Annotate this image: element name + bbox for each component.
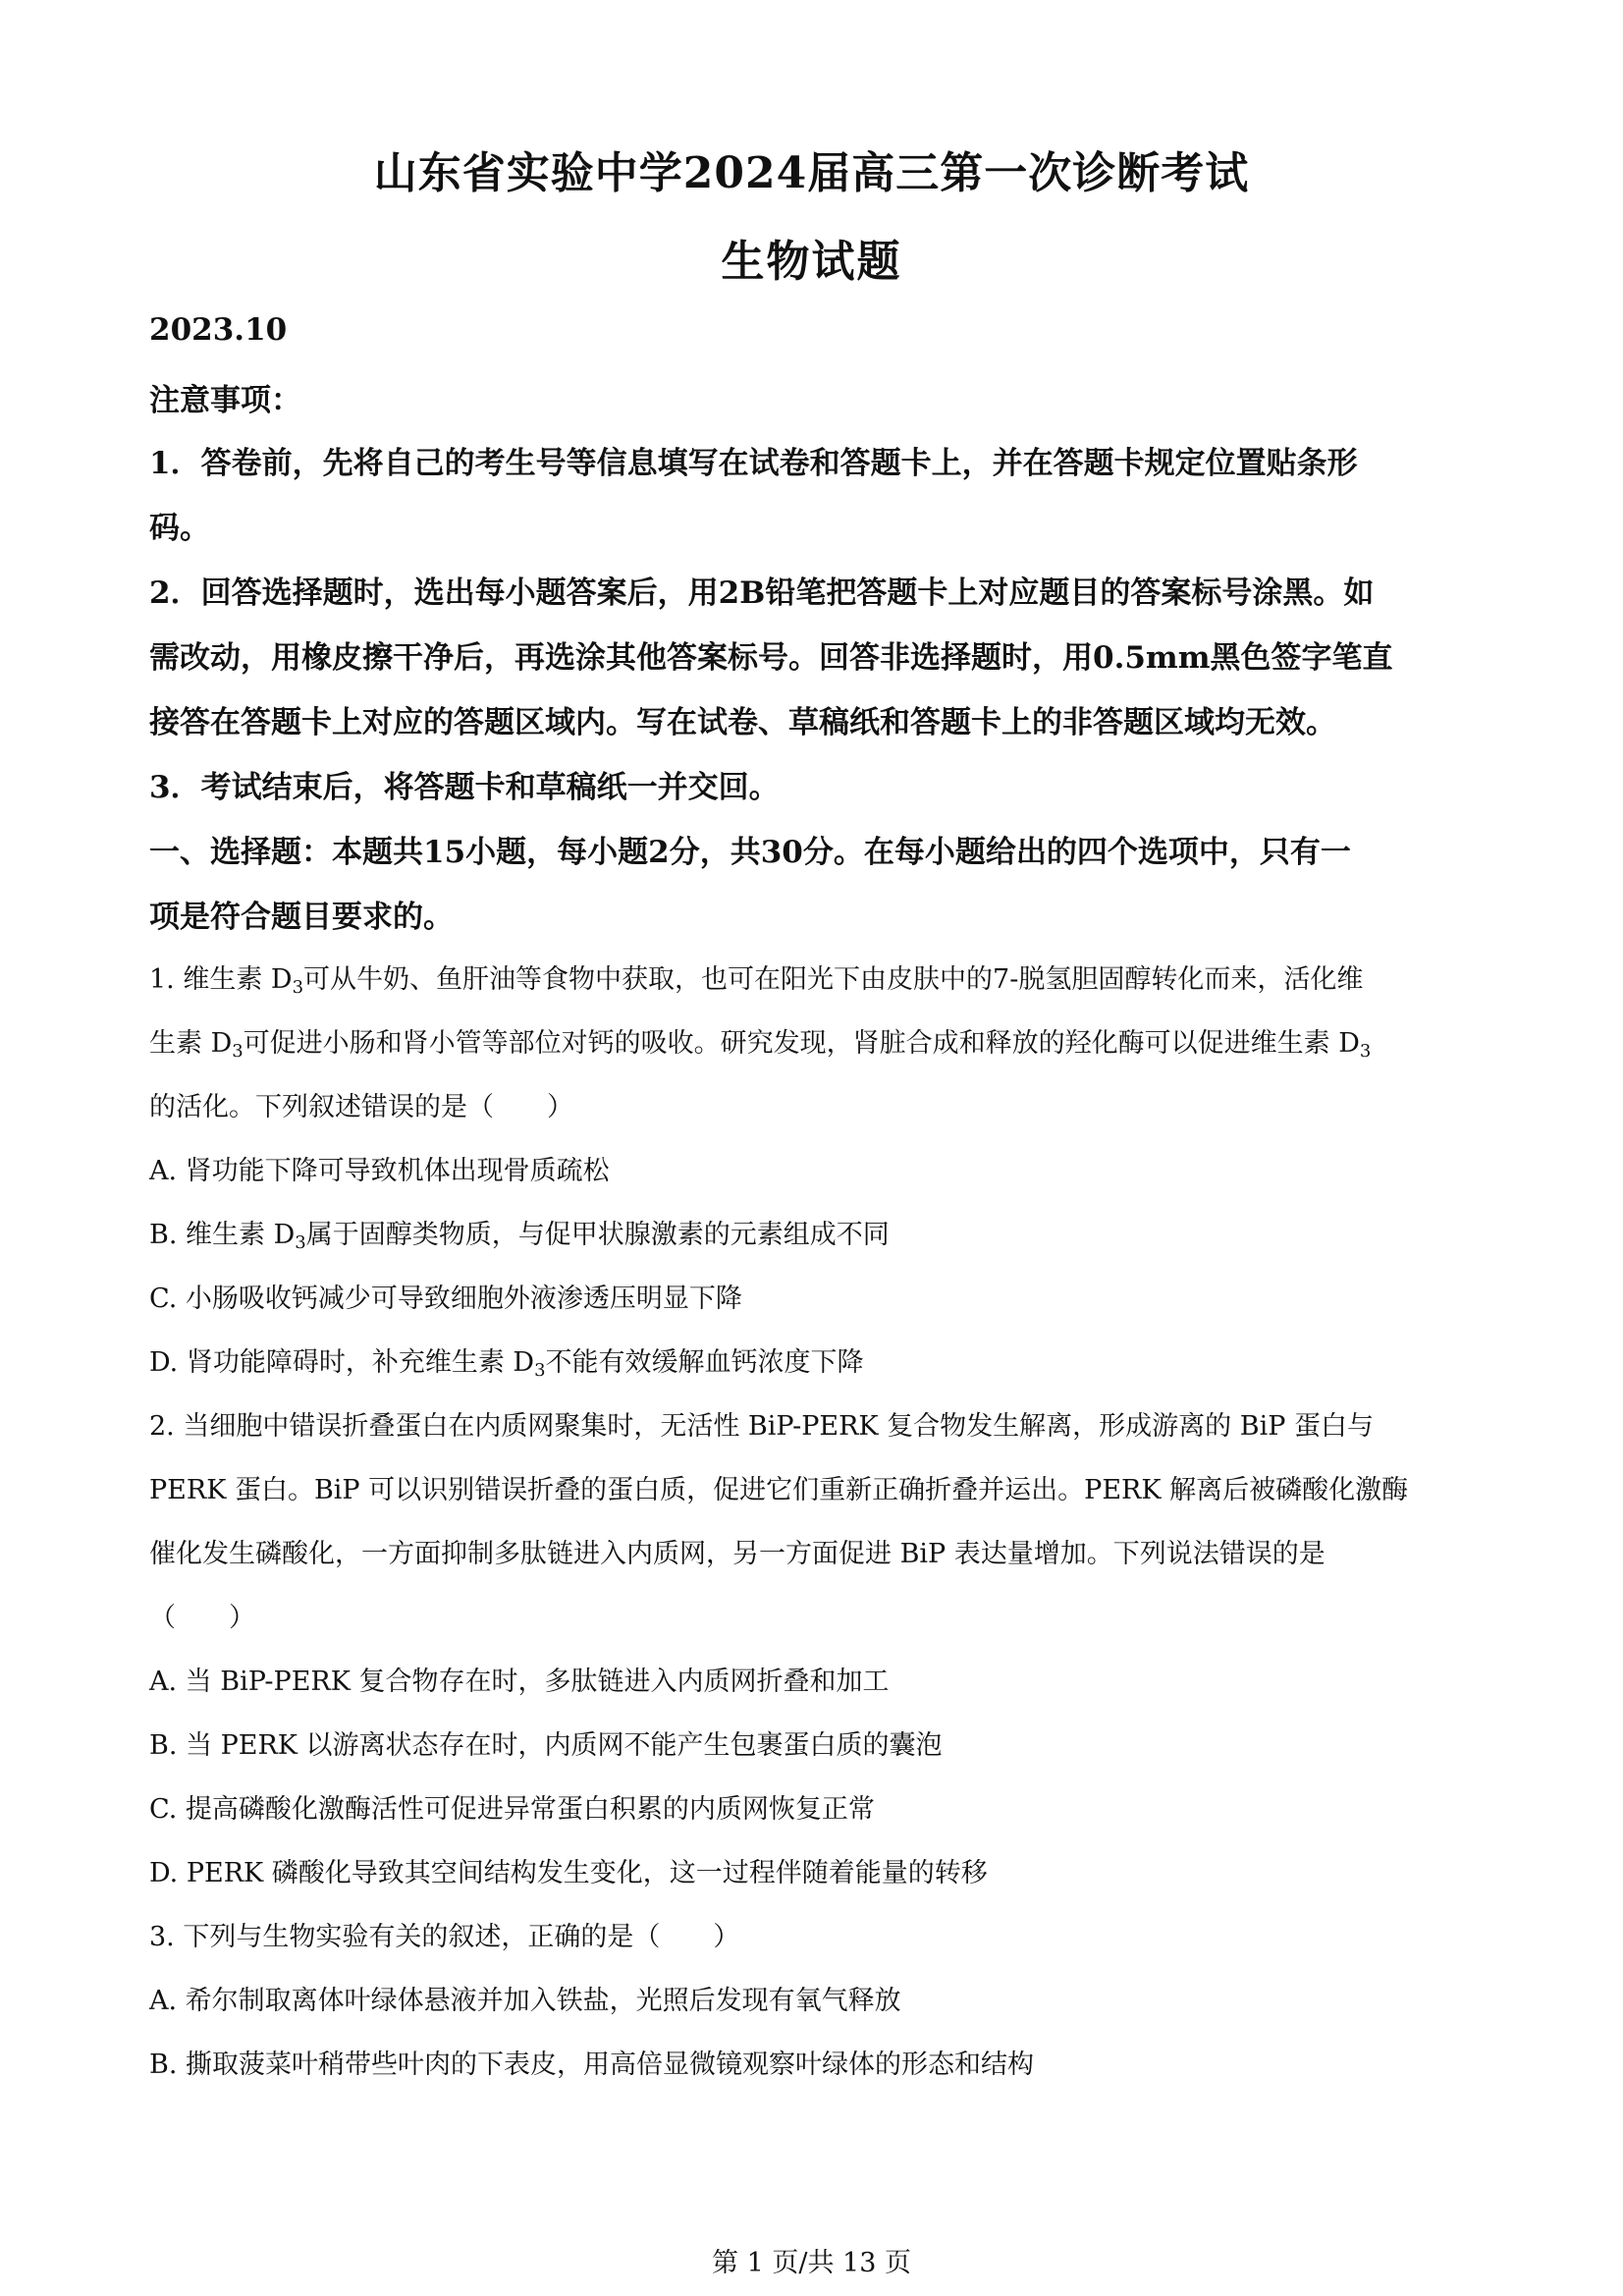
section-heading-line-1: 一、选择题：本题共15小题，每小题2分，共30分。在每小题给出的四个选项中，只有一 xyxy=(149,835,1351,870)
q3-option-a: A. 希尔制取离体叶绿体悬液并加入铁盐，光照后发现有氧气释放 xyxy=(149,1986,901,2016)
exam-date: 2023.10 xyxy=(149,312,288,348)
q2-stem-line-2: PERK 蛋白。BiP 可以识别错误折叠的蛋白质，促进它们重新正确折叠并运出。PERK 解离后被磷酸化激酶 xyxy=(149,1475,1409,1505)
q1-stem-line-2: 生素 $D_3$可促进小肠和肾小管等部位对钙的吸收。研究发现，肾脏合成和释放的羟化酶可以促进维生素 $D_3$ xyxy=(149,1028,1372,1062)
q2-option-b: B. 当 PERK 以游离状态存在时，内质网不能产生包裹蛋白质的囊泡 xyxy=(149,1730,943,1761)
q1-option-a: A. 肾功能下降可导致机体出现骨质疏松 xyxy=(149,1156,610,1186)
notice-item-3: 3．考试结束后，将答题卡和草稿纸一并交回。 xyxy=(149,770,780,805)
notice-item-2-line-2: 需改动，用橡皮擦干净后，再选涂其他答案标号。回答非选择题时，用0.5mm黑色签字笔直 xyxy=(149,640,1393,676)
q1-stem-line-3: 的活化。下列叙述错误的是（ ） xyxy=(149,1092,573,1122)
q2-stem-line-3: 催化发生磷酸化，一方面抑制多肽链进入内质网，另一方面促进 BiP 表达量增加。下列说法错误的是 xyxy=(149,1539,1325,1569)
q1-stem-line-1: 1. 维生素 $D_3$可从牛奶、鱼肝油等食物中获取，也可在阳光下由皮肤中的7-脱氢胆固醇转化而来，活化维 xyxy=(149,964,1364,998)
q2-option-d: D. PERK 磷酸化导致其空间结构发生变化，这一过程伴随着能量的转移 xyxy=(149,1858,988,1888)
exam-subject: 生物试题 xyxy=(721,237,902,287)
q2-option-a: A. 当 BiP-PERK 复合物存在时，多肽链进入内质网折叠和加工 xyxy=(149,1667,890,1697)
notice-item-2-line-3: 接答在答题卡上对应的答题区域内。写在试卷、草稿纸和答题卡上的非答题区域均无效。 xyxy=(149,705,1336,740)
q1-option-b: B. 维生素 $D_3$属于固醇类物质，与促甲状腺激素的元素组成不同 xyxy=(149,1220,890,1253)
q3-option-b: B. 撕取菠菜叶稍带些叶肉的下表皮，用高倍显微镜观察叶绿体的形态和结构 xyxy=(149,2050,1035,2080)
q1-option-d: D. 肾功能障碍时，补充维生素 $D_3$不能有效缓解血钙浓度下降 xyxy=(149,1347,864,1381)
q2-stem-line-1: 2. 当细胞中错误折叠蛋白在内质网聚集时，无活性 BiP-PERK 复合物发生解离，形成游离的 BiP 蛋白与 xyxy=(149,1411,1374,1442)
section-heading-line-2: 项是符合题目要求的。 xyxy=(149,900,454,935)
notice-item-1-line-2: 码。 xyxy=(149,511,210,546)
q1-option-c: C. 小肠吸收钙减少可导致细胞外液渗透压明显下降 xyxy=(149,1284,742,1314)
exam-title: 山东省实验中学2024届高三第一次诊断考试 xyxy=(373,148,1250,198)
notice-heading: 注意事项： xyxy=(149,383,301,418)
notice-item-2-line-1: 2．回答选择题时，选出每小题答案后，用2B铅笔把答题卡上对应题目的答案标号涂黑。如 xyxy=(149,575,1375,611)
page-footer: 第 1 页/共 13 页 xyxy=(712,2248,911,2278)
notice-item-1-line-1: 1．答卷前，先将自己的考生号等信息填写在试卷和答题卡上，并在答题卡规定位置贴条形 xyxy=(149,446,1358,481)
q2-option-c: C. 提高磷酸化激酶活性可促进异常蛋白积累的内质网恢复正常 xyxy=(149,1794,875,1825)
q3-stem: 3. 下列与生物实验有关的叙述，正确的是（ ） xyxy=(149,1922,740,1952)
q2-stem-line-4: （ ） xyxy=(149,1603,255,1633)
